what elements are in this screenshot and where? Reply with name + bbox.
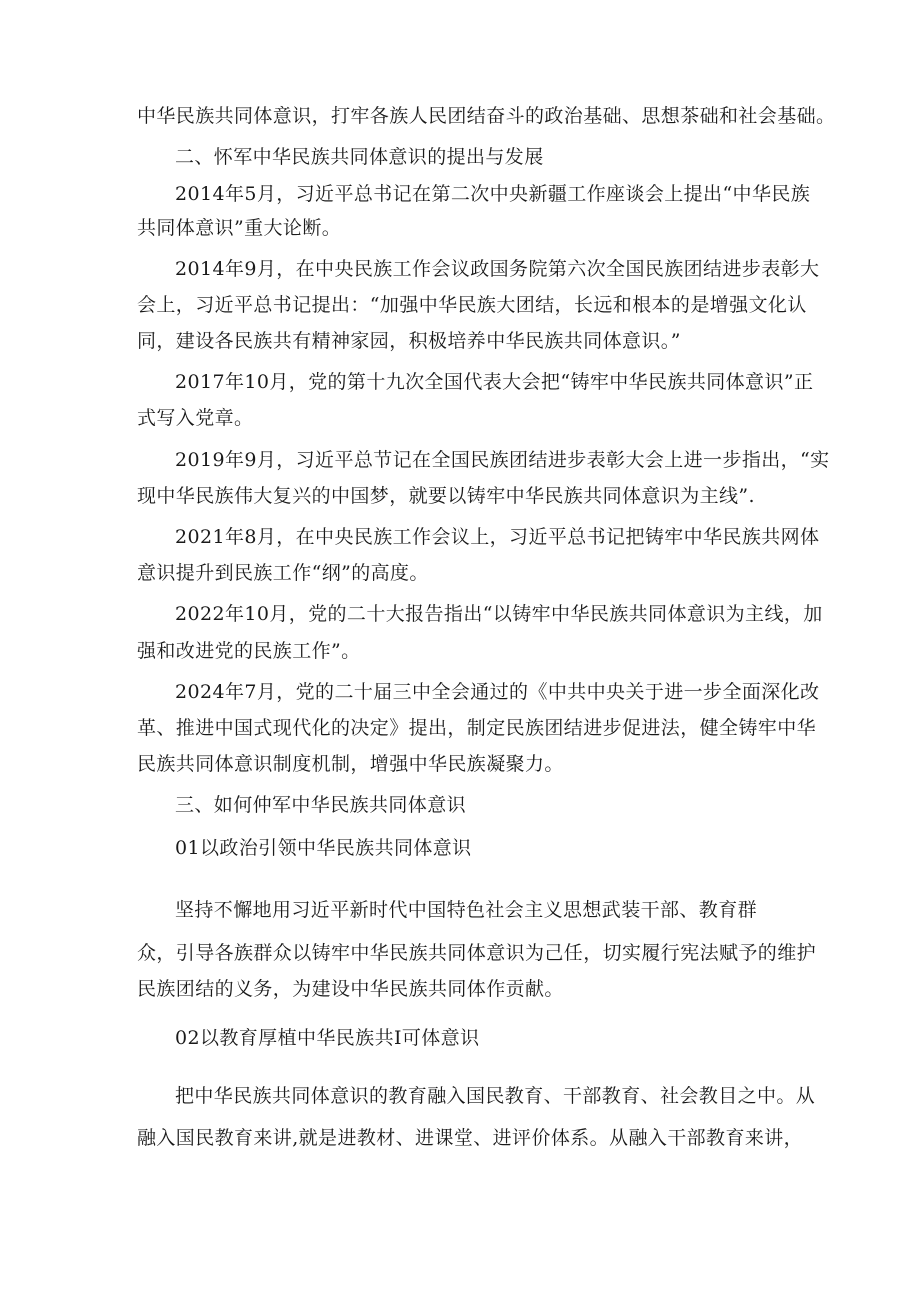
paragraph-line: 众，引导各族群众以铸牢中华民族共同体意识为己任，切实履行宪法赋予的维护 bbox=[137, 942, 817, 964]
paragraph-line: 革、推进中国式现代化的决定》提出，制定民族团结进步促进法，健全铸牢中华 bbox=[137, 717, 817, 739]
section-heading: 三、如何仲军中华民族共同体意识 bbox=[175, 794, 467, 816]
paragraph-line: 2014年9月，在中央民族工作会议政国务院第六次全国民族团结进步表彰大 bbox=[175, 258, 820, 280]
paragraph-line: 民族团结的义务，为建设中华民族共同体作贡献。 bbox=[137, 978, 564, 1000]
paragraph-line: 现中华民族伟大复兴的中国梦，就要以铸牢中华民族共同体意识为主线”. bbox=[137, 485, 755, 507]
paragraph-line: 强和改进党的民族工作”。 bbox=[137, 640, 361, 662]
subsection-heading: 01以政治引领中华民族共同体意识 bbox=[175, 837, 472, 859]
paragraph-line: 融入国民教育来讲,就是进教材、进课堂、进评价体系。从融入干部教育来讲， bbox=[137, 1127, 804, 1149]
paragraph-line: 民族共同体意识制度机制，增强中华民族凝聚力。 bbox=[137, 753, 564, 775]
paragraph-line: 意识提升到民族工作“纲”的高度。 bbox=[137, 562, 429, 584]
paragraph-line: 2014年5月，习近平总书记在第二次中央新疆工作座谈会上提出“中华民族 bbox=[175, 183, 811, 205]
paragraph-line: 2021年8月，在中央民族工作会议上，习近平总书记把铸牢中华民族共网体 bbox=[175, 526, 820, 548]
paragraph-line: 2019年9月，习近平总节记在全国民族团结进步表彰大会上进一步指出，“实 bbox=[175, 449, 830, 471]
paragraph-line: 同，建设各民族共有精神家园，积极培养中华民族共同体意识。” bbox=[137, 330, 681, 352]
paragraph-line: 式写入党章。 bbox=[137, 407, 254, 429]
paragraph-line: 把中华民族共同体意识的教育融入国民教育、干部教育、社会教目之中。从 bbox=[175, 1085, 816, 1107]
section-heading: 二、怀军中华民族共同体意识的提出与发展 bbox=[175, 146, 544, 168]
paragraph-line: 中华民族共同体意识，打牢各族人民团结奋斗的政治基础、思想茶础和社会基础。 bbox=[137, 105, 836, 127]
paragraph-line: 2024年7月，党的二十届三中全会通过的《中共中央关于进一步全面深化改 bbox=[175, 681, 820, 703]
paragraph-line: 2022年10月，党的二十大报告指出“以铸牢中华民族共同体意识为主线，加 bbox=[175, 603, 823, 625]
paragraph-line: 2017年10月，党的第十九次全国代表大会把“铸牢中华民族共同体意识”正 bbox=[175, 371, 814, 393]
paragraph-line: 坚持不懈地用习近平新时代中国特色社会主义思想武装干部、教育群 bbox=[175, 899, 758, 921]
subsection-heading: 02以教育厚植中华民族共I可体意识 bbox=[175, 1027, 480, 1049]
paragraph-line: 共同体意识”重大论断。 bbox=[137, 217, 342, 239]
paragraph-line: 会上，习近平总书记提出：“加强中华民族大团结，长远和根本的是增强文化认 bbox=[137, 294, 807, 316]
